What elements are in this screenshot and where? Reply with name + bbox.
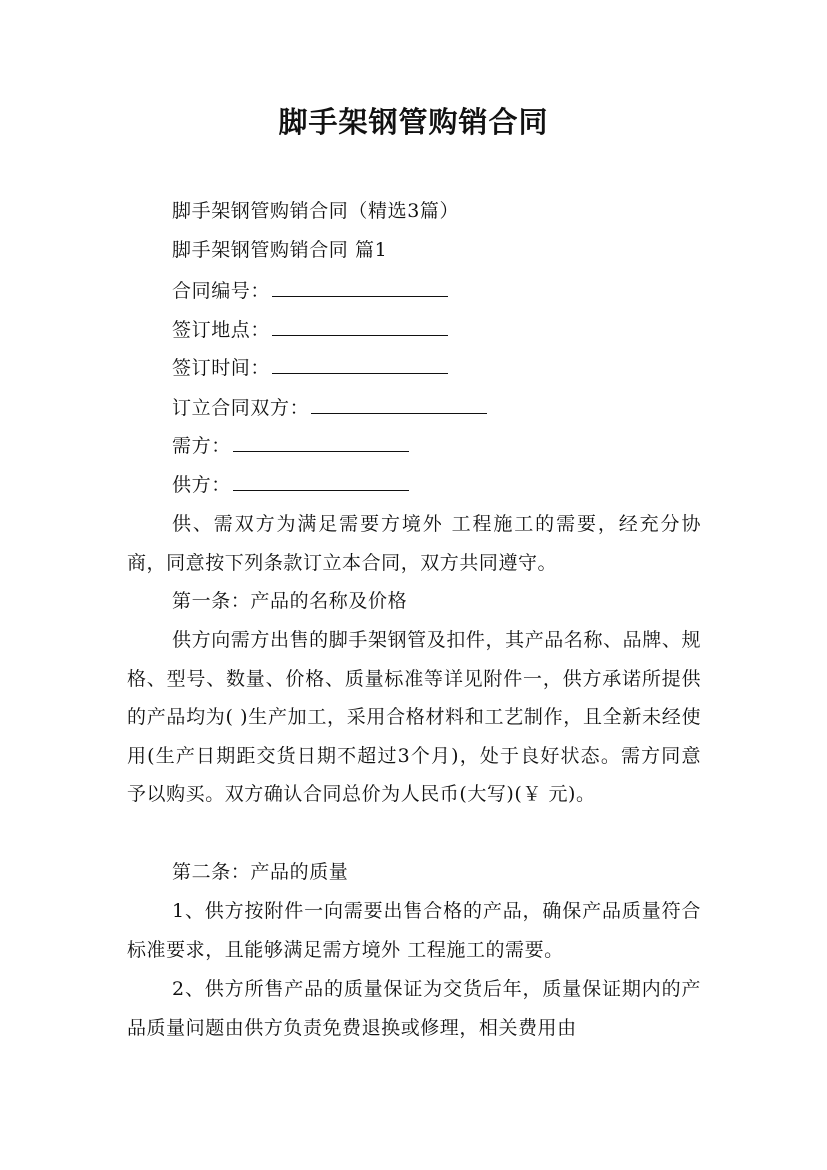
article-2-item-1: 1、供方按附件一向需要出售合格的产品，确保产品质量符合标准要求，且能够满足需方境外 工程施工的需要。 — [127, 900, 701, 961]
sign-place-row — [172, 316, 448, 343]
article-2-heading: 第二条：产品的质量 — [172, 861, 349, 883]
sign-time-blank — [272, 354, 448, 374]
buyer-row — [172, 432, 409, 459]
article-1-body: 供方向需方出售的脚手架钢管及扣件，其产品名称、品牌、规格、型号、数量、价格、质量标准等详见附件一，供方承诺所提供的产品均为( )生产加工，采用合格材料和工艺制作，且全新未经使用(生产日期距交货日期不超过3个月)，处于良好状态。需方同意予以购买。双方确认合同总价为人民币(大写)(￥ 元)。 — [127, 629, 701, 806]
intro-paragraph: 供、需双方为满足需要方境外 工程施工的需要，经充分协商，同意按下列条款订立本合同，双方共同遵守。 — [127, 513, 701, 574]
parties-blank — [311, 394, 487, 414]
supplier-row — [172, 471, 409, 498]
parties-label: 订立合同双方： — [172, 397, 310, 419]
contract-number-blank — [272, 277, 448, 297]
sign-time-row — [172, 354, 448, 381]
contract-number-label: 合同编号： — [172, 280, 271, 302]
supplier-label: 供方： — [172, 474, 231, 496]
document-title: 脚手架钢管购销合同 — [278, 105, 549, 139]
document-subtitle: 脚手架钢管购销合同（精选3篇） — [172, 200, 460, 222]
section-heading: 脚手架钢管购销合同 篇1 — [172, 239, 388, 261]
article-2-item-2: 2、供方所售产品的质量保证为交货后年，质量保证期内的产品质量问题由供方负责免费退换或修理，相关费用由 — [127, 978, 701, 1039]
article-1-heading: 第一条：产品的名称及价格 — [172, 590, 408, 612]
buyer-label: 需方： — [172, 435, 231, 457]
buyer-blank — [233, 432, 409, 452]
sign-place-blank — [272, 316, 448, 336]
sign-place-label: 签订地点： — [172, 319, 271, 341]
parties-row — [172, 394, 487, 421]
supplier-blank — [233, 471, 409, 491]
contract-number-row — [172, 277, 448, 304]
sign-time-label: 签订时间： — [172, 357, 271, 379]
